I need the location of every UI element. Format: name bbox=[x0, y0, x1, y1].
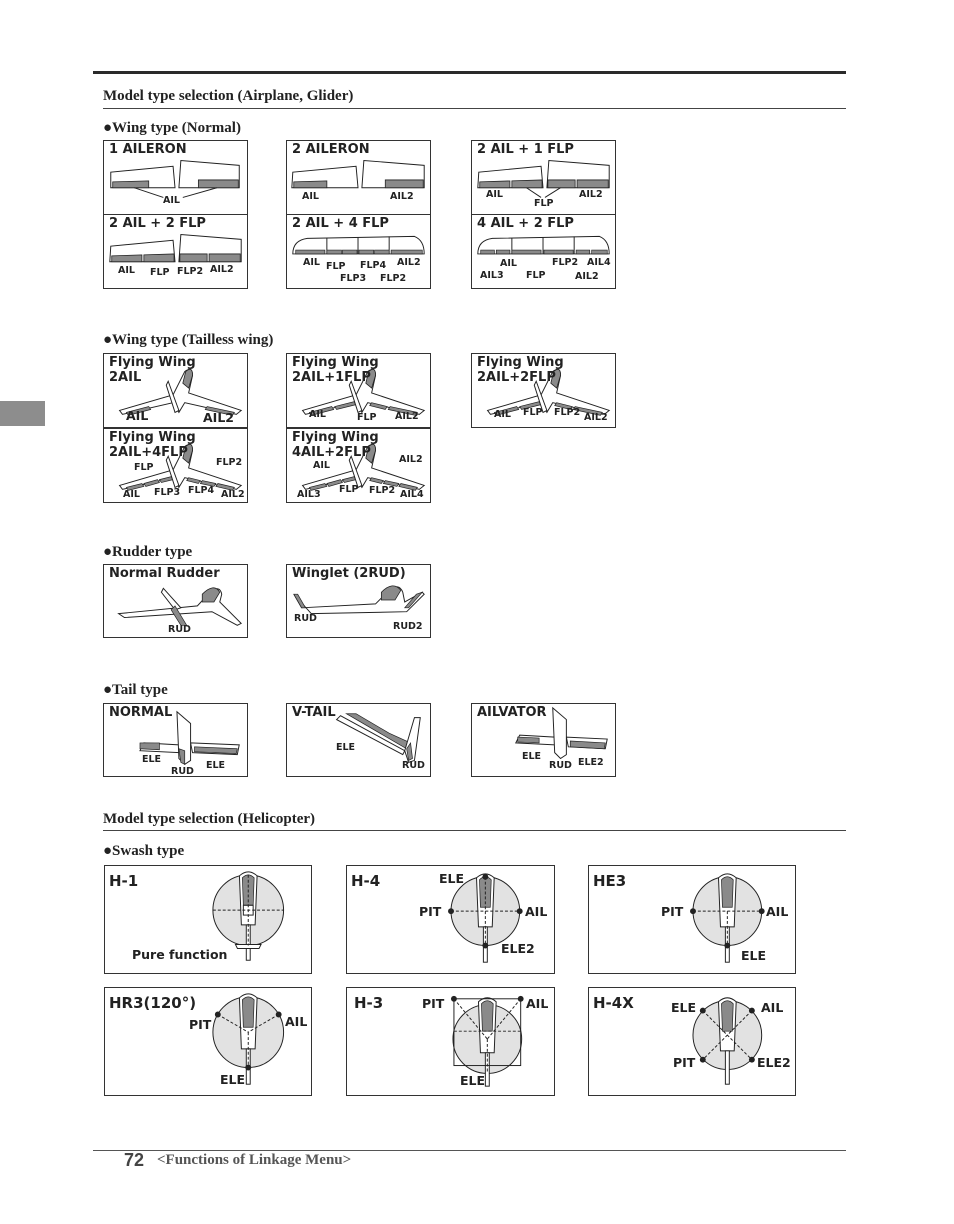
label-ail2: AIL2 bbox=[395, 411, 419, 422]
wing-2ail-2flp-box bbox=[103, 214, 248, 289]
tail-vtail-box bbox=[286, 703, 431, 777]
flying-wing-2ail-1flp-box bbox=[286, 353, 431, 428]
label-ail2: AIL2 bbox=[397, 257, 421, 268]
box-title-line1: Flying Wing bbox=[292, 355, 379, 370]
label-ele-right: ELE bbox=[206, 760, 226, 771]
box-title: 2 AIL + 4 FLP bbox=[292, 216, 389, 231]
airplane-section-rule bbox=[103, 108, 846, 109]
label-pit: PIT bbox=[419, 904, 442, 919]
rudder-heading: ●Rudder type bbox=[103, 544, 193, 560]
label-flp3: FLP3 bbox=[154, 487, 181, 498]
label-ele2: ELE2 bbox=[757, 1055, 791, 1070]
box-title-line2: 2AIL bbox=[109, 370, 142, 385]
box-title-line1: Flying Wing bbox=[292, 430, 379, 445]
label-ele2: ELE2 bbox=[578, 757, 604, 768]
label-ele: ELE bbox=[522, 751, 542, 762]
label-rud: RUD bbox=[171, 766, 194, 777]
label-flp4: FLP4 bbox=[360, 260, 387, 271]
label-ail: AIL bbox=[118, 265, 135, 276]
box-title: H-4 bbox=[351, 872, 381, 890]
label-ail2: AIL2 bbox=[575, 271, 599, 282]
label-ail: AIL bbox=[123, 489, 140, 500]
wing-1-aileron-box bbox=[103, 140, 248, 215]
box-title: HR3(120°) bbox=[109, 994, 197, 1012]
footer-text: <Functions of Linkage Menu> bbox=[157, 1152, 352, 1168]
box-title-line1: Flying Wing bbox=[109, 355, 196, 370]
label-ail: AIL bbox=[494, 409, 511, 420]
box-title: H-4X bbox=[593, 994, 634, 1012]
label-flp2: FLP2 bbox=[369, 485, 396, 496]
label-ail: AIL bbox=[766, 904, 789, 919]
label-ail: AIL bbox=[313, 460, 330, 471]
label-flp: FLP bbox=[339, 484, 359, 495]
top-rule bbox=[93, 71, 846, 74]
label-ail2: AIL2 bbox=[584, 412, 608, 423]
label-ail2: AIL2 bbox=[210, 264, 234, 275]
label-ele: ELE bbox=[220, 1072, 246, 1087]
box-title: V-TAIL bbox=[292, 705, 336, 720]
label-flp4: FLP4 bbox=[188, 485, 215, 496]
box-title: H-3 bbox=[354, 994, 384, 1012]
label-flp: FLP bbox=[534, 198, 554, 209]
label-flp: FLP bbox=[326, 261, 346, 272]
label-flp: FLP bbox=[526, 270, 546, 281]
box-title: 2 AIL + 1 FLP bbox=[477, 142, 574, 157]
box-title-line1: Flying Wing bbox=[477, 355, 564, 370]
box-title: 2 AIL + 2 FLP bbox=[109, 216, 206, 231]
tail-normal-box bbox=[103, 703, 248, 777]
label-flp: FLP bbox=[357, 412, 377, 423]
label-ele2: ELE2 bbox=[501, 941, 535, 956]
swash-hr3-box bbox=[104, 987, 312, 1096]
heli-section-rule bbox=[103, 830, 846, 831]
label-ail3: AIL3 bbox=[297, 489, 321, 500]
label-ail2: AIL2 bbox=[579, 189, 603, 200]
label-ail3: AIL3 bbox=[480, 270, 504, 281]
box-title: H-1 bbox=[109, 872, 139, 890]
airplane-section-title: Model type selection (Airplane, Glider) bbox=[103, 88, 354, 104]
swash-h4x-box bbox=[588, 987, 796, 1096]
box-title: Normal Rudder bbox=[109, 566, 220, 581]
swash-heading: ●Swash type bbox=[103, 843, 185, 859]
box-title: 1 AILERON bbox=[109, 142, 187, 157]
page-number: 72 bbox=[124, 1150, 145, 1170]
label-ail: AIL bbox=[285, 1014, 308, 1029]
box-title-line2: 2AIL+2FLP bbox=[477, 370, 556, 385]
label-pit: PIT bbox=[661, 904, 684, 919]
label-ele: ELE bbox=[439, 871, 465, 886]
swash-h1-box bbox=[104, 865, 312, 974]
label-rud: RUD bbox=[549, 760, 572, 771]
label-ele: ELE bbox=[336, 742, 356, 753]
label-ail2: AIL2 bbox=[390, 191, 414, 202]
footer-rule bbox=[93, 1150, 846, 1151]
label-ail4: AIL4 bbox=[587, 257, 611, 268]
box-title: 4 AIL + 2 FLP bbox=[477, 216, 574, 231]
label-flp: FLP bbox=[523, 407, 543, 418]
label-flp2: FLP2 bbox=[177, 266, 204, 277]
label-rud: RUD bbox=[402, 760, 425, 771]
wing-2-aileron-box bbox=[286, 140, 431, 215]
label-flp2: FLP2 bbox=[552, 257, 579, 268]
flying-wing-4ail-2flp-box bbox=[286, 428, 431, 503]
label-pit: PIT bbox=[189, 1017, 212, 1032]
label-ail: AIL bbox=[525, 904, 548, 919]
tail-heading: ●Tail type bbox=[103, 682, 168, 698]
label-pit: PIT bbox=[422, 996, 445, 1011]
label-flp: FLP bbox=[150, 267, 170, 278]
flying-wing-2ail-4flp-box bbox=[103, 428, 248, 503]
label-flp2: FLP2 bbox=[380, 273, 407, 284]
label-ail2: AIL2 bbox=[203, 410, 234, 425]
label-ail: AIL bbox=[526, 996, 549, 1011]
label-ail: AIL bbox=[126, 408, 149, 423]
box-title: Winglet (2RUD) bbox=[292, 566, 406, 581]
swash-h3-box bbox=[346, 987, 555, 1096]
box-title-line2: 4AIL+2FLP bbox=[292, 445, 371, 460]
wing-4ail-2flp-box bbox=[471, 214, 616, 289]
box-title-line2: 2AIL+4FLP bbox=[109, 445, 188, 460]
label-ail: AIL bbox=[309, 409, 326, 420]
label-flp3: FLP3 bbox=[340, 273, 367, 284]
label-flp: FLP bbox=[134, 462, 154, 473]
label-flp2: FLP2 bbox=[554, 407, 581, 418]
tail-ailvator-box bbox=[471, 703, 616, 777]
label-pit: PIT bbox=[673, 1055, 696, 1070]
label-flp2: FLP2 bbox=[216, 457, 243, 468]
box-title: 2 AILERON bbox=[292, 142, 370, 157]
wing-2ail-4flp-box bbox=[286, 214, 431, 289]
label-ele: ELE bbox=[142, 754, 162, 765]
label-ele: ELE bbox=[741, 948, 767, 963]
box-title-line1: Flying Wing bbox=[109, 430, 196, 445]
flying-wing-2ail-2flp-box bbox=[471, 353, 616, 428]
label-ele: ELE bbox=[671, 1000, 697, 1015]
label-ail: AIL bbox=[303, 257, 320, 268]
label-pure-function: Pure function bbox=[132, 947, 228, 962]
label-ail4: AIL4 bbox=[400, 489, 424, 500]
label-ail: AIL bbox=[500, 258, 517, 269]
label-rud: RUD bbox=[168, 624, 191, 635]
winglet-2rud-box bbox=[286, 564, 431, 638]
label-rud: RUD bbox=[294, 613, 317, 624]
label-ail2: AIL2 bbox=[221, 489, 245, 500]
side-tab bbox=[0, 401, 45, 426]
swash-he3-box bbox=[588, 865, 796, 974]
swash-h4-box bbox=[346, 865, 555, 974]
label-rud2: RUD2 bbox=[393, 621, 423, 632]
box-title-line2: 2AIL+1FLP bbox=[292, 370, 371, 385]
wing-2ail-1flp-box bbox=[471, 140, 616, 215]
box-title: HE3 bbox=[593, 872, 627, 890]
label-ail: AIL bbox=[486, 189, 503, 200]
box-title: NORMAL bbox=[109, 705, 173, 720]
wing-tailless-heading: ●Wing type (Tailless wing) bbox=[103, 332, 274, 348]
box-title: AILVATOR bbox=[477, 705, 547, 720]
normal-rudder-box bbox=[103, 564, 248, 638]
label-ail2: AIL2 bbox=[399, 454, 423, 465]
label-ail: AIL bbox=[302, 191, 319, 202]
flying-wing-2ail-box bbox=[103, 353, 248, 428]
wing-normal-heading: ●Wing type (Normal) bbox=[103, 120, 241, 136]
label-ail: AIL bbox=[761, 1000, 784, 1015]
label-ele: ELE bbox=[460, 1073, 486, 1088]
heli-section-title: Model type selection (Helicopter) bbox=[103, 811, 316, 827]
label-ail: AIL bbox=[163, 195, 180, 206]
